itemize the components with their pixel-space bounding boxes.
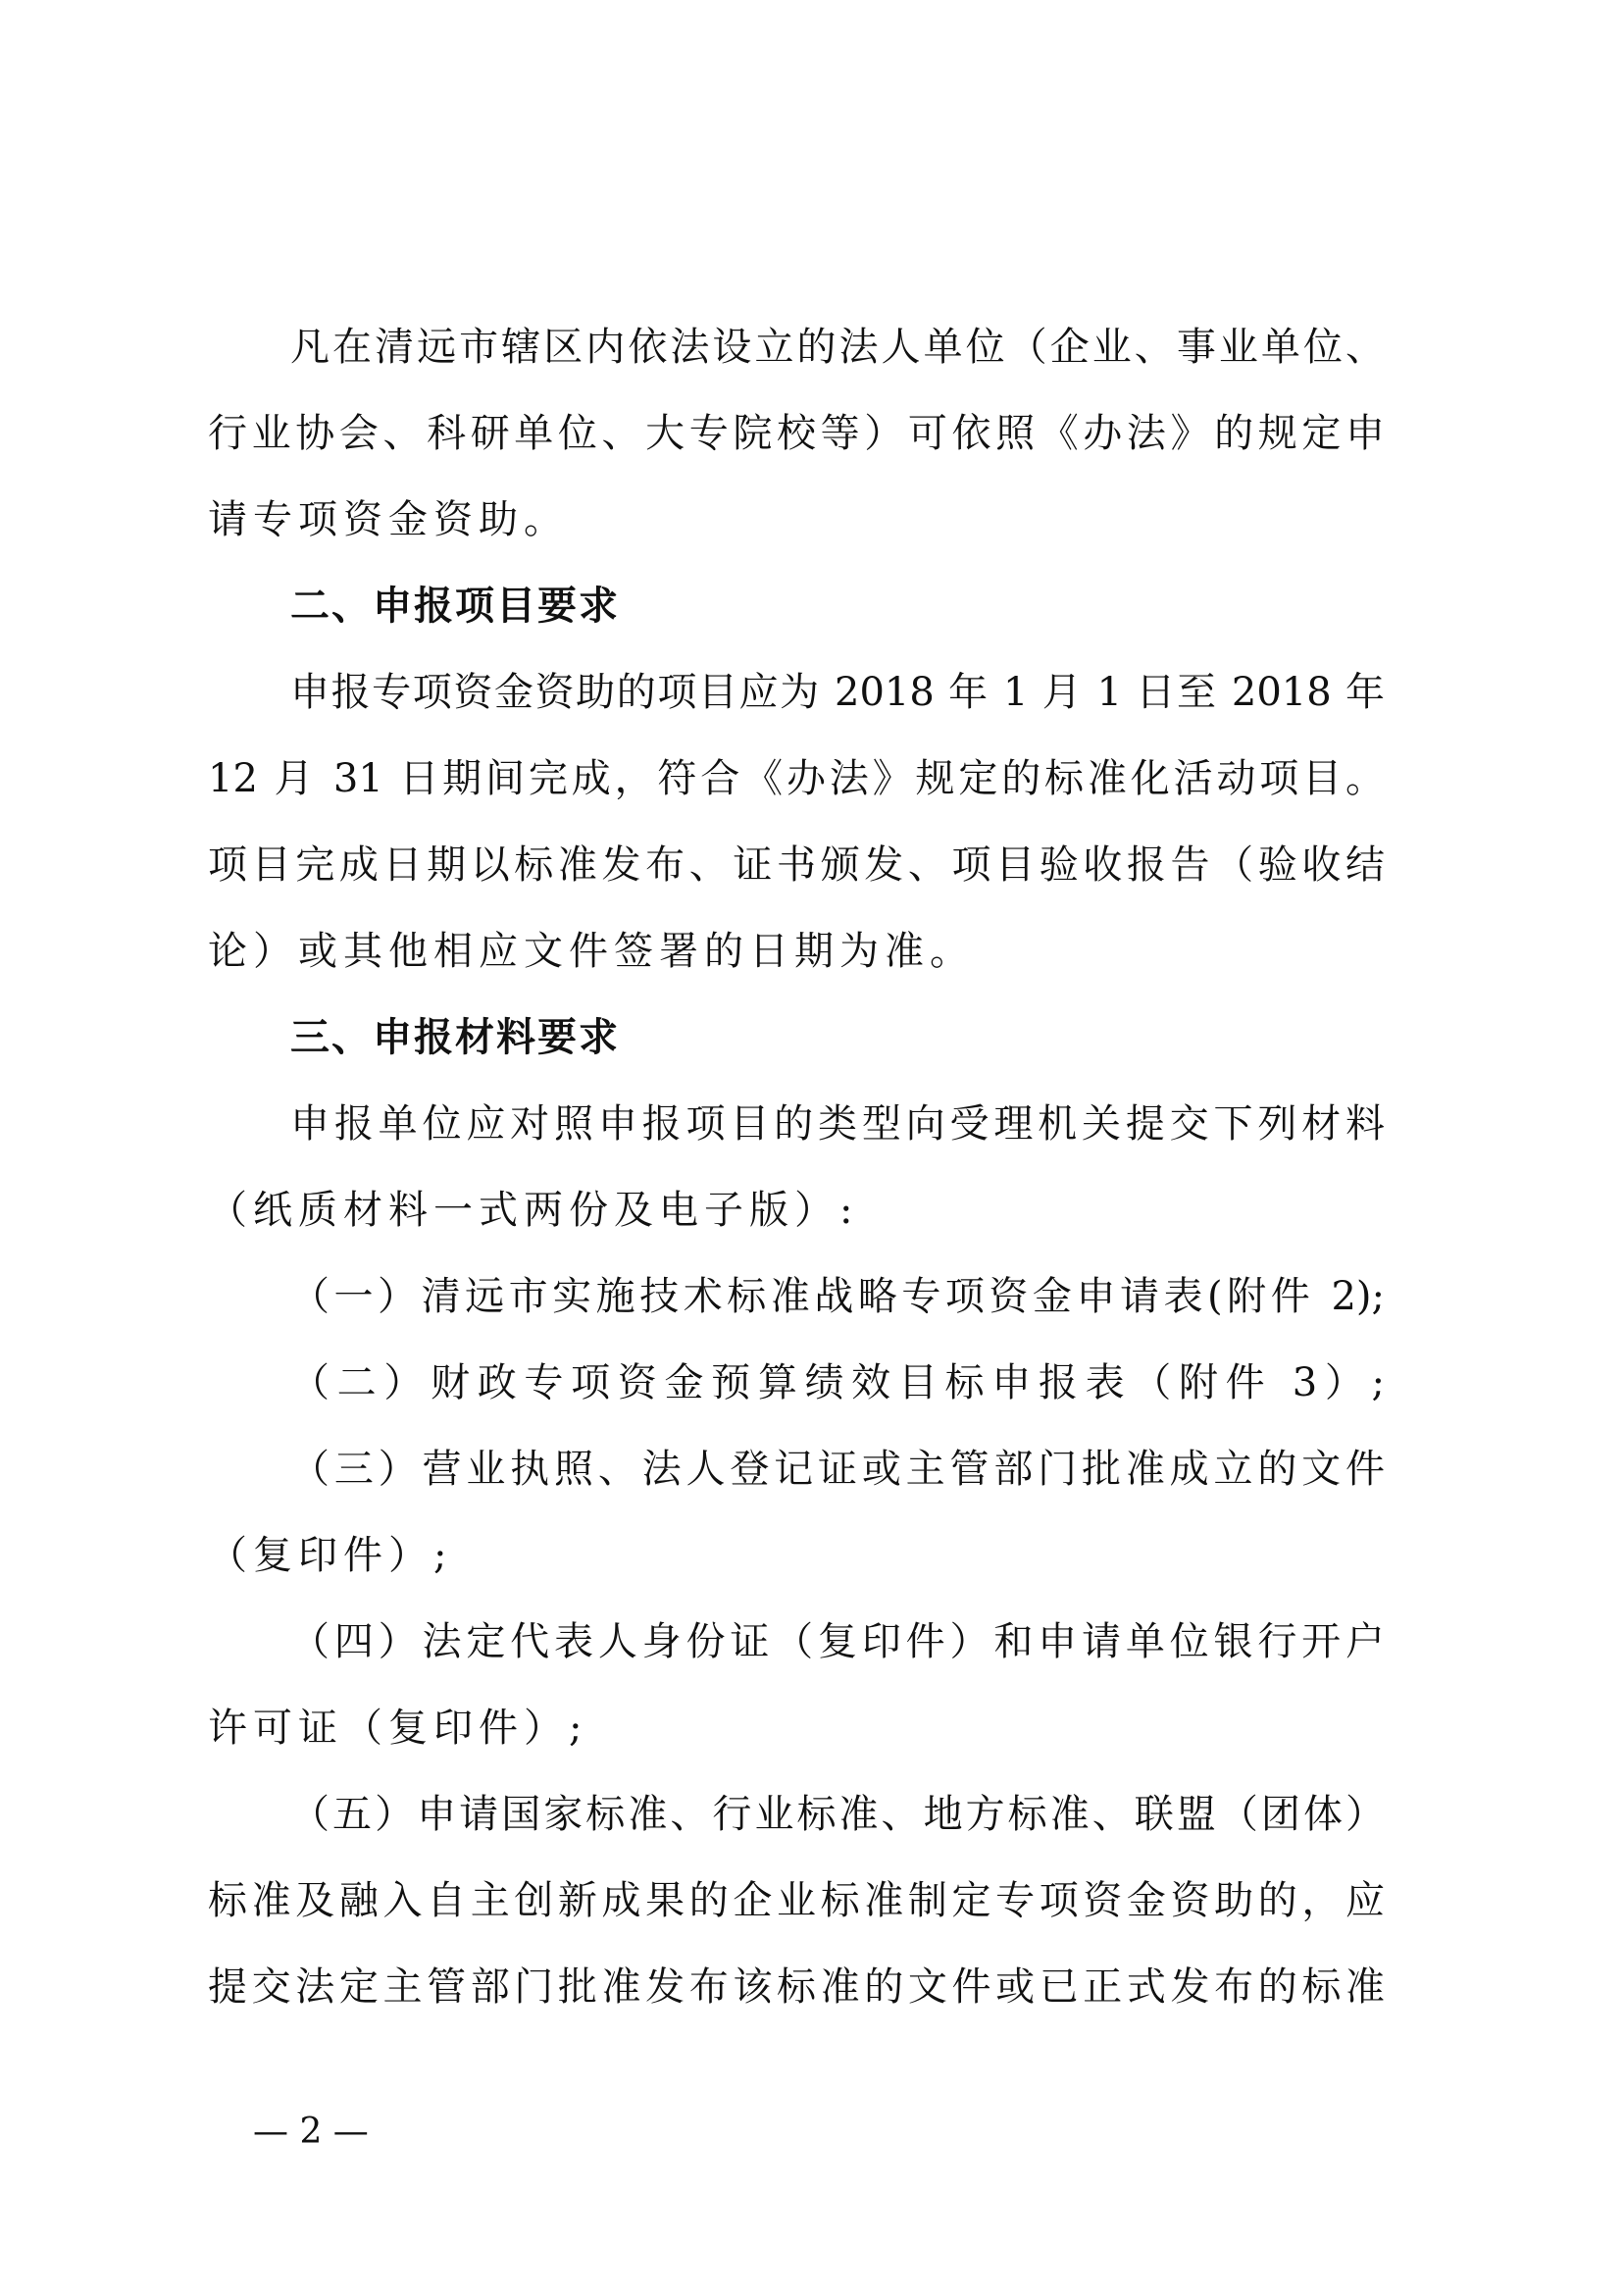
paragraph-eligibility-line-3: 请专项资金资助。: [208, 497, 569, 542]
paragraph-project-line-2: 12 月 31 日期间完成，符合《办法》规定的标准化活动项目。: [208, 756, 1385, 801]
list-item-4-line-1: （四）法定代表人身份证（复印件）和申请单位银行开户: [290, 1619, 1385, 1664]
list-item-3-line-1: （三）营业执照、法人登记证或主管部门批准成立的文件: [290, 1447, 1385, 1492]
paragraph-eligibility-line-2: 行业协会、科研单位、大专院校等）可依照《办法》的规定申: [208, 411, 1385, 456]
list-item-4-line-2: 许可证（复印件）;: [208, 1706, 588, 1751]
page-number: — 2 —: [253, 2112, 369, 2152]
paragraph-eligibility-line-1: 凡在清远市辖区内依法设立的法人单位（企业、事业单位、: [290, 325, 1385, 370]
paragraph-project-line-4: 论）或其他相应文件签署的日期为准。: [208, 929, 975, 974]
paragraph-materials-line-2: （纸质材料一式两份及电子版）:: [208, 1188, 859, 1233]
paragraph-materials-line-1: 申报单位应对照申报项目的类型向受理机关提交下列材料: [290, 1101, 1385, 1147]
heading-project-requirements: 二、申报项目要求: [290, 584, 620, 629]
list-item-3-line-2: （复印件）;: [208, 1533, 453, 1578]
list-item-1-line-1: （一）清远市实施技术标准战略专项资金申请表(附件 2);: [290, 1274, 1385, 1319]
list-item-5-line-3: 提交法定主管部门批准发布该标准的文件或已正式发布的标准: [208, 1964, 1385, 2010]
heading-material-requirements: 三、申报材料要求: [290, 1015, 620, 1060]
paragraph-project-line-3: 项目完成日期以标准发布、证书颁发、项目验收报告（验收结: [208, 842, 1385, 888]
paragraph-project-line-1: 申报专项资金资助的项目应为 2018 年 1 月 1 日至 2018 年: [290, 670, 1385, 715]
list-item-5-line-2: 标准及融入自主创新成果的企业标准制定专项资金资助的，应: [208, 1878, 1385, 1923]
list-item-5-line-1: （五）申请国家标准、行业标准、地方标准、联盟（团体）: [290, 1792, 1385, 1837]
list-item-2-line-1: （二）财政专项资金预算绩效目标申报表（附件 3）;: [290, 1360, 1385, 1405]
